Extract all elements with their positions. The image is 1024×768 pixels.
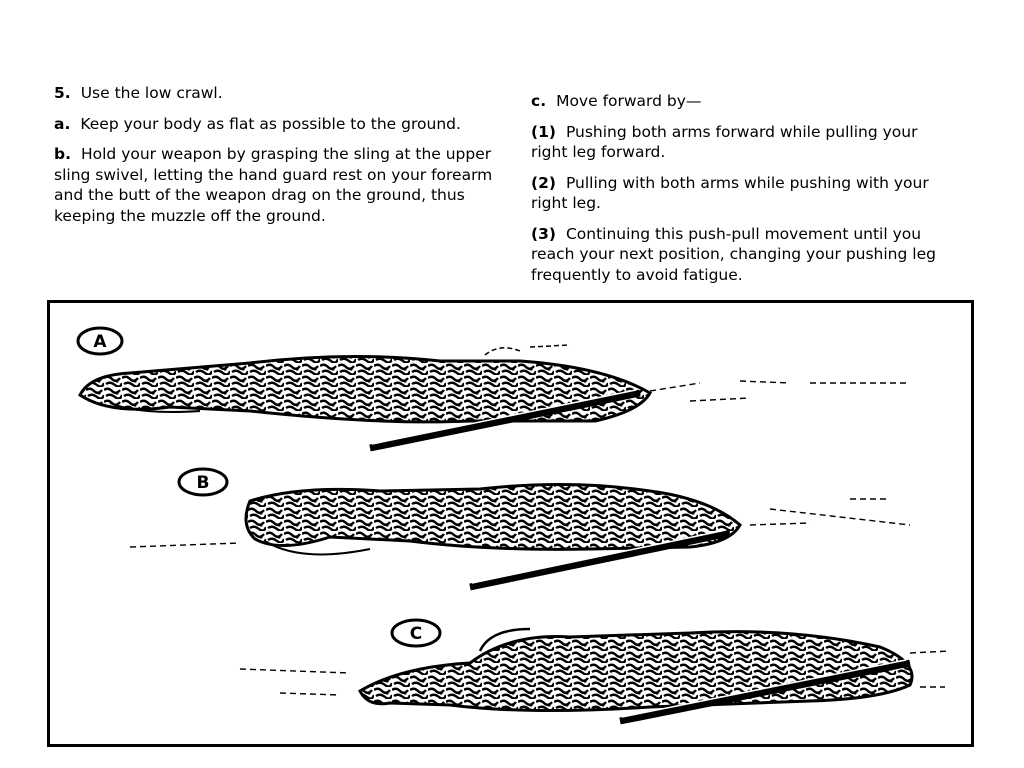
low-crawl-figure: [47, 300, 974, 747]
step-a-marker: a.: [54, 114, 71, 133]
crawler-c: [240, 620, 950, 721]
step-a-paragraph: [54, 114, 494, 135]
step-c-marker: c.: [531, 92, 547, 110]
low-crawl-illustration: [50, 303, 971, 744]
step-2-text: Pulling with both arms while pushing with your right leg.: [531, 173, 929, 212]
step-a-text: Keep your body as flat as possible to the ground.: [80, 114, 461, 133]
step-1-marker: (1): [531, 122, 556, 141]
crawler-a: [78, 328, 910, 448]
step-b-marker: b.: [54, 145, 71, 163]
step-3-text: Continuing this push-pull movement until you reach your next position, changing your pushing leg frequently to avoid fatigue.: [531, 224, 936, 284]
step-c-text: Move forward by—: [556, 92, 702, 110]
step-5-paragraph: [54, 83, 494, 104]
label-b: B: [196, 473, 210, 493]
step-1-text: Pushing both arms forward while pulling your right leg forward.: [531, 122, 918, 161]
step-b-text: Hold your weapon by grasping the sling at the upper sling swivel, letting the hand guard rest on your forearm and the butt of the weapon drag on the ground, thus keeping the muzzle off the ground.: [54, 145, 493, 225]
step-2-marker: (2): [531, 173, 556, 192]
label-a: A: [93, 332, 107, 352]
step-5-marker: 5.: [54, 84, 71, 102]
step-1-paragraph: [531, 122, 951, 163]
label-c: C: [409, 624, 423, 644]
step-3-paragraph: [531, 224, 951, 286]
crawler-b: [130, 469, 910, 587]
step-b-paragraph: [54, 144, 494, 226]
step-5-text: Use the low crawl.: [80, 84, 223, 102]
step-3-marker: (3): [531, 224, 556, 243]
left-column: [54, 83, 494, 236]
step-c-paragraph: [531, 91, 951, 112]
right-column: [531, 91, 951, 295]
step-2-paragraph: [531, 173, 951, 214]
